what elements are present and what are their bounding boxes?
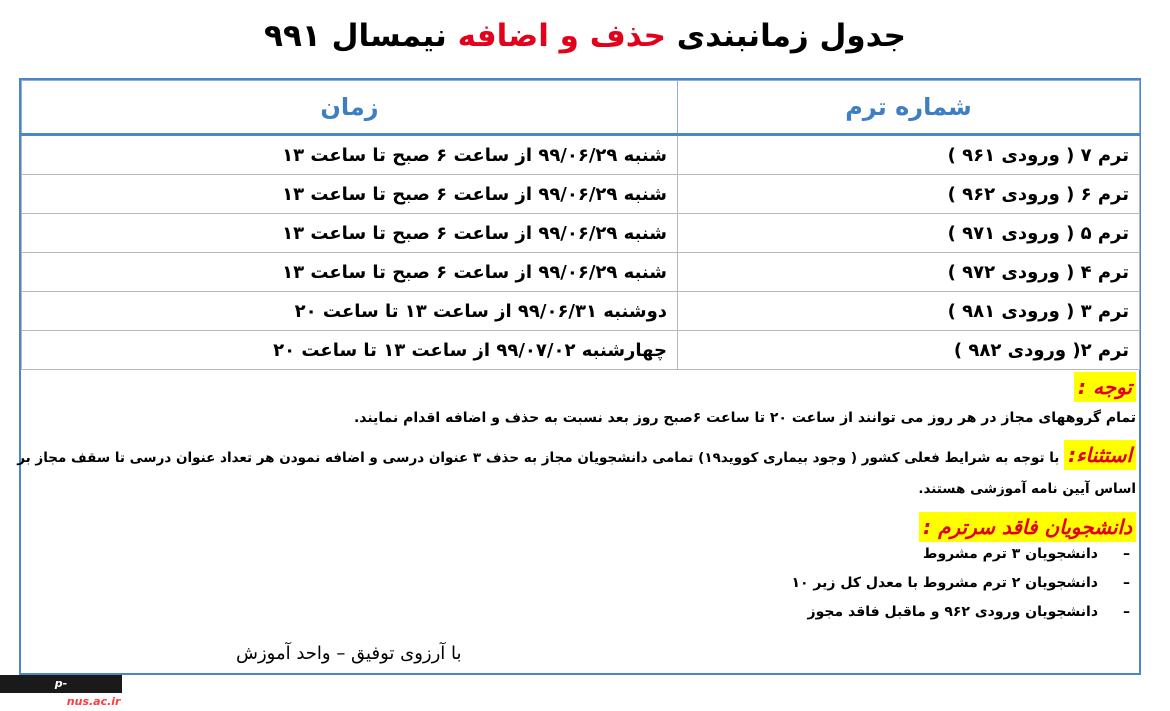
list-item: –دانشجویان ۳ ترم مشروط [922,546,1130,562]
table-row [22,292,1140,331]
table-row [22,175,1140,214]
time-cell: چهارشنبه ۹۹/۰۷/۰۲ از ساعت ۱۳ تا ساعت ۲۰ [22,331,678,370]
footer-prefix: p-safadasht. [1,677,68,708]
header-time: زمان [22,81,678,135]
time-cell: شنبه ۹۹/۰۶/۲۹ از ساعت ۶ صبح تا ساعت ۱۳ [22,214,678,253]
table-row [22,331,1140,370]
exception-label: استثناء: [1064,440,1136,470]
footer-domain: nus.ac.ir [66,695,121,708]
no-term-head-list [791,540,1130,627]
page-title [0,14,1170,58]
title-part1: جدول زمانبندی [676,18,906,54]
note-label: توجه : [1074,372,1136,402]
exception-line1: با توجه به شرایط فعلی کشور ( وجود بیماری کووید۱۹) تمامی دانشجویان مجاز به حذف ۳ عنوان درسی و اضافه نمودن هر تعداد عنوان درسی تا سقف مجاز بر [17,450,1060,466]
exception-section [17,440,1136,503]
table-row [22,135,1140,175]
no-term-head-label: دانشجویان فاقد سرترم : [919,512,1136,542]
list-item: –دانشجویان ۲ ترم مشروط با معدل کل زیر ۱۰ [791,575,1130,591]
term-cell: ترم ۲( ورودی ۹۸۲ ) [678,331,1140,370]
time-cell: شنبه ۹۹/۰۶/۲۹ از ساعت ۶ صبح تا ساعت ۱۳ [22,175,678,214]
term-cell: ترم ۵ ( ورودی ۹۷۱ ) [678,214,1140,253]
term-cell: ترم ۷ ( ورودی ۹۶۱ ) [678,135,1140,175]
time-cell: شنبه ۹۹/۰۶/۲۹ از ساعت ۶ صبح تا ساعت ۱۳ [22,253,678,292]
note-section [1074,372,1136,402]
no-term-head-section [919,512,1136,542]
time-cell: دوشنبه ۹۹/۰۶/۳۱ از ساعت ۱۳ تا ساعت ۲۰ [22,292,678,331]
footer-watermark[interactable] [0,675,122,708]
list-item: –دانشجویان ورودی ۹۶۲ و ماقبل فاقد مجوز [807,604,1130,620]
header-term: شماره ترم [678,81,1140,135]
title-part2: نیمسال ۹۹۱ [264,18,447,54]
table-header-row [22,81,1140,135]
exception-line2: اساس آیین نامه آموزشی هستند. [918,481,1136,497]
note-text: تمام گروههای مجاز در هر روز می توانند از ساعت ۲۰ تا ساعت ۶صبح روز بعد نسبت به حذف و اضافه اقدام نمایند. [353,410,1136,426]
title-highlight: حذف و اضافه [457,18,666,54]
term-cell: ترم ۳ ( ورودی ۹۸۱ ) [678,292,1140,331]
closing-text: با آرزوی توفیق – واحد آموزش [236,643,462,664]
schedule-table [21,80,1140,370]
time-cell: شنبه ۹۹/۰۶/۲۹ از ساعت ۶ صبح تا ساعت ۱۳ [22,135,678,175]
table-row [22,253,1140,292]
table-row [22,214,1140,253]
term-cell: ترم ۴ ( ورودی ۹۷۲ ) [678,253,1140,292]
term-cell: ترم ۶ ( ورودی ۹۶۲ ) [678,175,1140,214]
